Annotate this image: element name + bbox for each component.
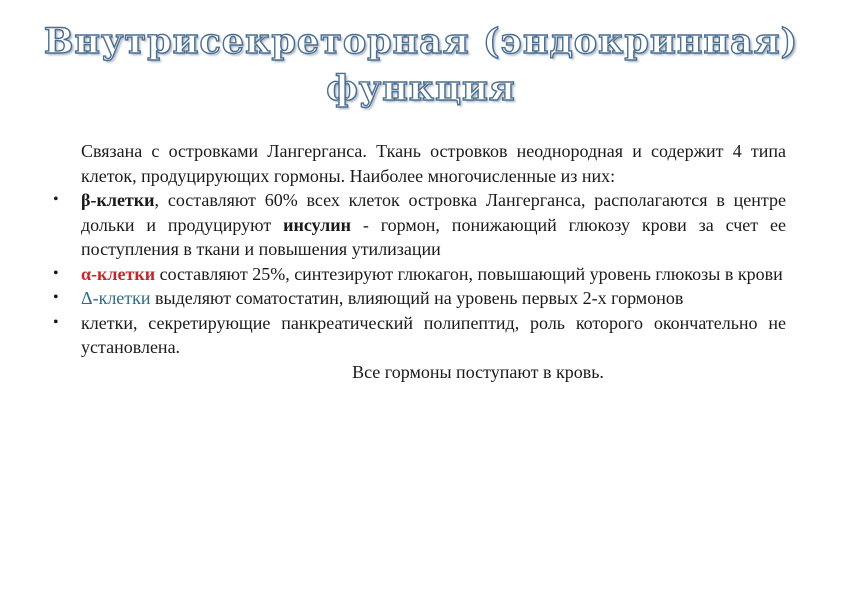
insulin-term: инсулин bbox=[283, 214, 352, 235]
slide-title-line-2: функция bbox=[326, 68, 516, 109]
footer-statement: Все гормоны поступают в кровь. bbox=[352, 361, 604, 382]
beta-cells-term: β-клетки bbox=[81, 190, 155, 210]
list-item-pp-cells bbox=[50, 311, 786, 360]
intro-paragraph: Связана с островками Лангерганса. Ткань островков неоднородная и содержит 4 типа клеток, продуцирующих гормоны. Наиболее многочисленные из них: bbox=[81, 141, 786, 186]
bullet-icon: • bbox=[53, 313, 59, 331]
list-item-delta-cells bbox=[50, 286, 786, 311]
list-item-alpha-cells bbox=[50, 262, 786, 287]
list-item-beta-cells bbox=[50, 188, 786, 262]
alpha-cells-text: составляют 25%, синтезируют глюкагон, повышающий уровень глюкозы в крови bbox=[155, 263, 783, 284]
slide-body bbox=[50, 139, 786, 402]
pp-cells-text: клетки, секретирующие панкреатический полипептид, роль которого окончательно не установлена. bbox=[81, 312, 786, 357]
bullet-icon: • bbox=[53, 289, 59, 306]
beta-cells-text: , составляют 60% всех клеток островка Лангерганса, располагаются в центре дольки и продуцируют bbox=[81, 190, 786, 235]
alpha-cells-term: α-клетки bbox=[81, 263, 156, 284]
slide-title bbox=[0, 18, 842, 112]
bullet-icon: • bbox=[53, 191, 59, 208]
beta-cells-text-end: - гормон, понижающий глюкозу крови за счет ее поступления в ткани и повышения утилизации bbox=[81, 214, 787, 259]
delta-cells-text: выделяют соматостатин, влияющий на уровень первых 2-х гормонов bbox=[150, 288, 684, 308]
bullet-icon: • bbox=[53, 264, 59, 282]
slide-title-line-1: Внутрисекреторная (эндокринная) bbox=[43, 21, 799, 62]
delta-cells-term: Δ-клетки bbox=[81, 288, 151, 308]
